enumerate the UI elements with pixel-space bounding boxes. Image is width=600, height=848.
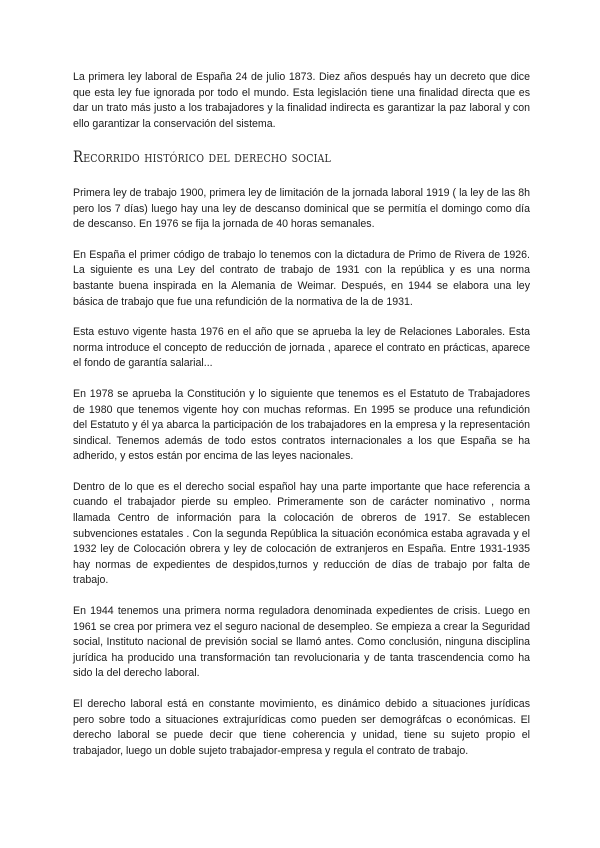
paragraph-2: En España el primer código de trabajo lo tenemos con la dictadura de Primo de Rivera de 1926. La siguiente es una Ley del contrato de trabajo de 1931 con la república y es una norma bastante buena inspirada en la Alemania de Weimar. Después, en 1944 se elabora una ley básica de trabajo que fue una refundición de la normativa de la de 1931. bbox=[73, 248, 530, 308]
paragraph-3: Esta estuvo vigente hasta 1976 en el año que se aprueba la ley de Relaciones Laborales. Esta norma introduce el concepto de reducción de jornada , aparece el contrato en prácticas, aparece el fondo de garantía salarial... bbox=[73, 326, 530, 370]
paragraph-5: Dentro de lo que es el derecho social español hay una parte importante que hace referencia a cuando el trabajador pierde su empleo. Primeramente son de carácter nominativo , norma llamada Centro de información para la colocación de obreros de 1917. Se establecen subvenciones estatales . Con la segunda República la situación económica estaba agravada y el 1932 ley de Colocación obrera y ley de colocación de extranjeros en España. Entre 1931-1935 hay normas de expedientes de despidos,turnos y reducción de días de trabajo por falta de trabajo. bbox=[73, 480, 530, 587]
section-heading: Recorrido histórico del derecho social bbox=[73, 148, 331, 167]
paragraph-4: En 1978 se aprueba la Constitución y lo siguiente que tenemos es el Estatuto de Trabajadores de 1980 que tenemos vigente hoy con muchas reformas. En 1995 se produce una refundición del Estatuto y él ya abarca la participación de los trabajadores en la empresa y la representación sindical. Tenemos además de todo estos contratos internacionales a los que España se ha adherido, y estos están por encima de las leyes nacionales. bbox=[73, 387, 530, 463]
paragraph-6: En 1944 tenemos una primera norma reguladora denominada expedientes de crisis. Luego en 1961 se crea por primera vez el seguro nacional de desempleo. Se empieza a crear la Seguridad social, Instituto nacional de previsión social se llamó antes. Como conclusión, ninguna disciplina jurídica ha producido una transformación tan revolucionaria y de tanta trascendencia como ha sido la del derecho laboral. bbox=[73, 605, 530, 680]
document-body bbox=[73, 70, 530, 774]
paragraph-1: Primera ley de trabajo 1900, primera ley de limitación de la jornada laboral 1919 ( la ley de las 8h pero los 7 días) luego hay una ley de descanso dominical que se permitía el domingo como día de descanso. En 1976 se fija la jornada de 40 horas semanales. bbox=[73, 186, 530, 231]
intro-paragraph: La primera ley laboral de España 24 de julio 1873. Diez años después hay un decreto que dice que esta ley fue ignorada por todo el mundo. Esta legislación tiene una finalidad directa que es dar un trato más justo a los trabajadores y la finalidad indirecta es garantizar la paz laboral y con ello garantizar la conservación del sistema. bbox=[73, 71, 530, 130]
paragraph-7: El derecho laboral está en constante movimiento, es dinámico debido a situaciones jurídicas pero sobre todo a situaciones extrajurídicas como pueden ser demográfcas o económicas. El derecho laboral se puede decir que tiene coherencia y unidad, tiene su sujeto propio el trabajador, luego un doble sujeto trabajador-empresa y regula el contrato de trabajo. bbox=[73, 698, 530, 757]
